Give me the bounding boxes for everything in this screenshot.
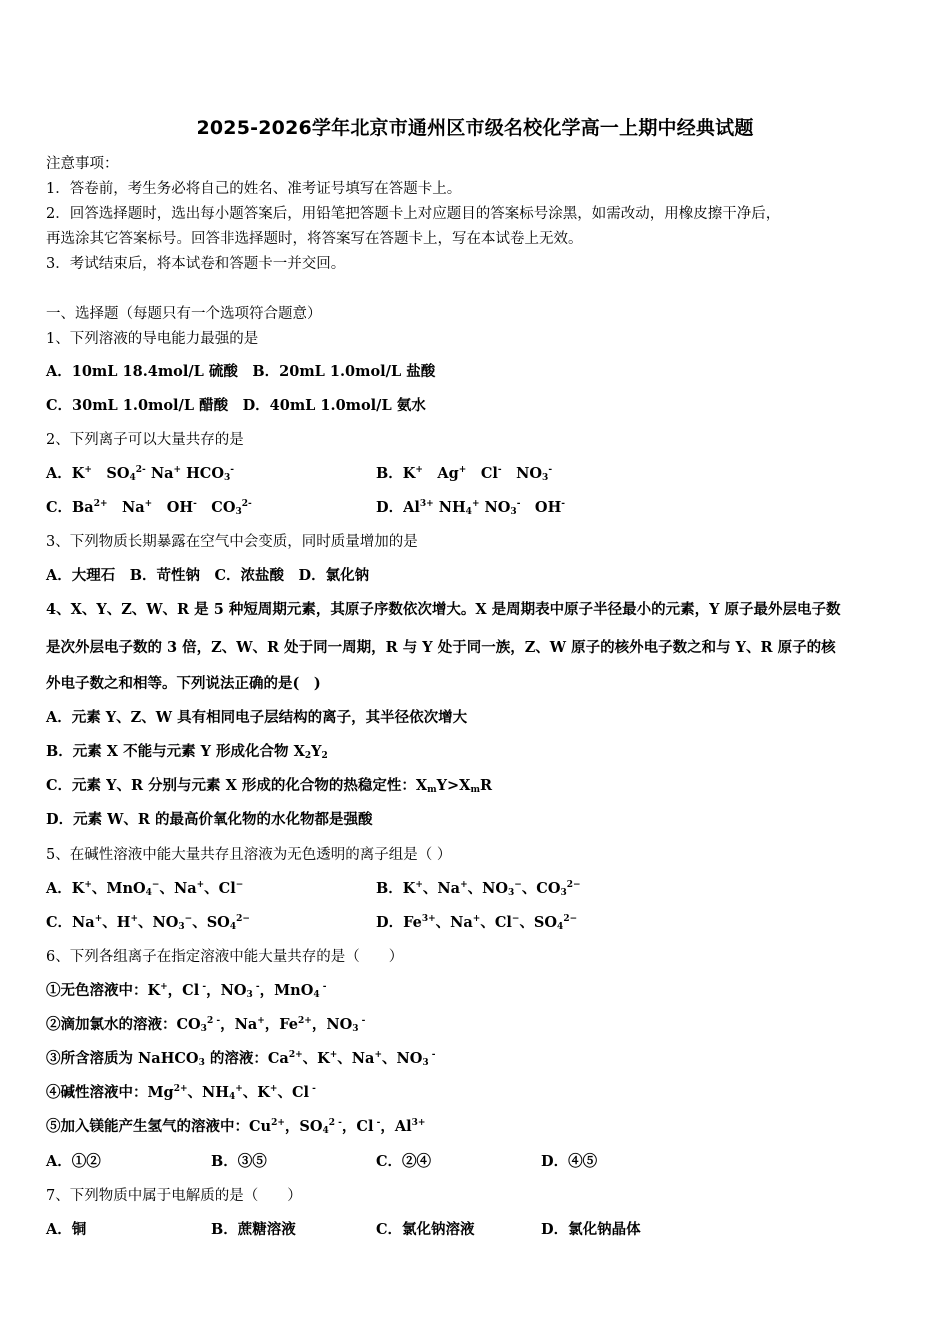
- question-7-stem: 7、下列物质中属于电解质的是（ ）: [46, 1188, 302, 1204]
- question-5-option-a: A．K+、MnO$_4$−、Na+、Cl−: [46, 880, 244, 898]
- question-6-stem: 6、下列各组离子在指定溶液中能大量共存的是（ ）: [46, 949, 404, 965]
- question-5-stem: 5、在碱性溶液中能大量共存且溶液为无色透明的离子组是（ ）: [46, 847, 452, 863]
- notice-item-1: 1．答卷前，考生务必将自己的姓名、准考证号填写在答题卡上。: [46, 181, 462, 197]
- question-4-option-b: B．元素 X 不能与元素 Y 形成化合物 $X_2Y_2$: [46, 743, 328, 761]
- question-5-option-d: D．$Fe^{3+}$、Na+、Cl−、$SO_4^{2-}$: [376, 914, 578, 932]
- question-6-condition-5: ⑤加入镁能产生氢气的溶液中：$Cu^{2+}$，$SO_4^{2 -}$，Cl -，$Al^{3+}$: [46, 1118, 426, 1136]
- question-5-option-c: C．Na+、H+、$NO_3^-$、$SO_4^{2-}$: [46, 914, 250, 932]
- notice-item-2-cont: 再选涂其它答案标号。回答非选择题时，将答案写在答题卡上，写在本试卷上无效。: [46, 231, 583, 247]
- question-7-option-c: C．氯化钠溶液: [376, 1221, 475, 1238]
- question-2-option-c: C．$Ba^{2+}$ Na+ OH- $CO_3^{2-}$: [46, 499, 252, 517]
- question-6-option-d: D．④⑤: [541, 1153, 598, 1170]
- question-6-condition-1: ①无色溶液中：K+，Cl -，$NO_3$ -，MnO$_4$ -: [46, 982, 327, 1000]
- page-title: 2025-2026学年北京市通州区市级名校化学高一上期中经典试题: [196, 117, 754, 139]
- question-1-stem: 1、下列溶液的导电能力最强的是: [46, 331, 259, 347]
- question-4-option-a: A．元素 Y、Z、W 具有相同电子层结构的离子，其半径依次增大: [46, 709, 468, 726]
- question-7-option-b: B．蔗糖溶液: [211, 1221, 296, 1238]
- question-6-option-b: B．③⑤: [211, 1153, 267, 1170]
- question-1-options-ab: A．10mL 18.4mol/L 硫酸 B．20mL 1.0mol/L 盐酸: [46, 363, 436, 380]
- question-4-stem-line-1: 4、X、Y、Z、W、R 是 5 种短周期元素，其原子序数依次增大。X 是周期表中原子半径最小的元素，Y 原子最外层电子数: [46, 601, 841, 618]
- section-heading: 一、选择题（每题只有一个选项符合题意）: [46, 306, 322, 322]
- notice-heading: 注意事项：: [46, 156, 119, 172]
- question-7-option-a: A．铜: [46, 1221, 87, 1238]
- question-3-stem: 3、下列物质长期暴露在空气中会变质，同时质量增加的是: [46, 534, 418, 550]
- question-6-condition-3: ③所含溶质为 NaHCO$_3$ 的溶液：$Ca^{2+}$、K+、Na+、$NO_3$ -: [46, 1050, 436, 1068]
- question-2-stem: 2、下列离子可以大量共存的是: [46, 432, 244, 448]
- question-4-option-c: C．元素 Y、R 分别与元素 X 形成的化合物的热稳定性：$X_mY>X_mR$: [46, 777, 493, 795]
- question-4-stem-line-3: 外电子数之和相等。下列说法正确的是( ): [46, 675, 321, 692]
- question-6-option-c: C．②④: [376, 1153, 432, 1170]
- question-6-condition-4: ④碱性溶液中：$Mg^{2+}$、$NH_4^+$、K+、Cl -: [46, 1084, 316, 1102]
- notice-item-2: 2．回答选择题时，选出每小题答案后，用铅笔把答题卡上对应题目的答案标号涂黑，如需改动，用橡皮擦干净后，: [46, 206, 781, 222]
- question-4-stem-line-2: 是次外层电子数的 3 倍，Z、W、R 处于同一周期，R 与 Y 处于同一族，Z、W 原子的核外电子数之和与 Y、R 原子的核: [46, 639, 836, 656]
- notice-item-3: 3．考试结束后，将本试卷和答题卡一并交回。: [46, 256, 346, 272]
- question-7-option-d: D．氯化钠晶体: [541, 1221, 641, 1238]
- question-2-option-d: D．$Al^{3+}$ $NH_4^+$ $NO_3^-$ OH-: [376, 499, 566, 517]
- question-3-options: A．大理石 B．苛性钠 C．浓盐酸 D．氯化钠: [46, 567, 370, 584]
- question-2-option-a: A．K+ $SO_4^{2-}$ Na+ $HCO_3^-$: [46, 465, 234, 483]
- question-6-option-a: A．①②: [46, 1153, 101, 1170]
- question-4-option-d: D．元素 W、R 的最高价氧化物的水化物都是强酸: [46, 811, 373, 828]
- question-1-options-cd: C．30mL 1.0mol/L 醋酸 D．40mL 1.0mol/L 氨水: [46, 397, 426, 414]
- question-6-condition-2: ②滴加氯水的溶液：$CO_3^{2 -}$，Na+，$Fe^{2+}$，$NO_3$ -: [46, 1016, 366, 1034]
- question-2-option-b: B．K+ Ag+ Cl- $NO_3^-$: [376, 465, 553, 483]
- question-5-option-b: B．K+、Na+、$NO_3^-$、$CO_3^{2-}$: [376, 880, 581, 898]
